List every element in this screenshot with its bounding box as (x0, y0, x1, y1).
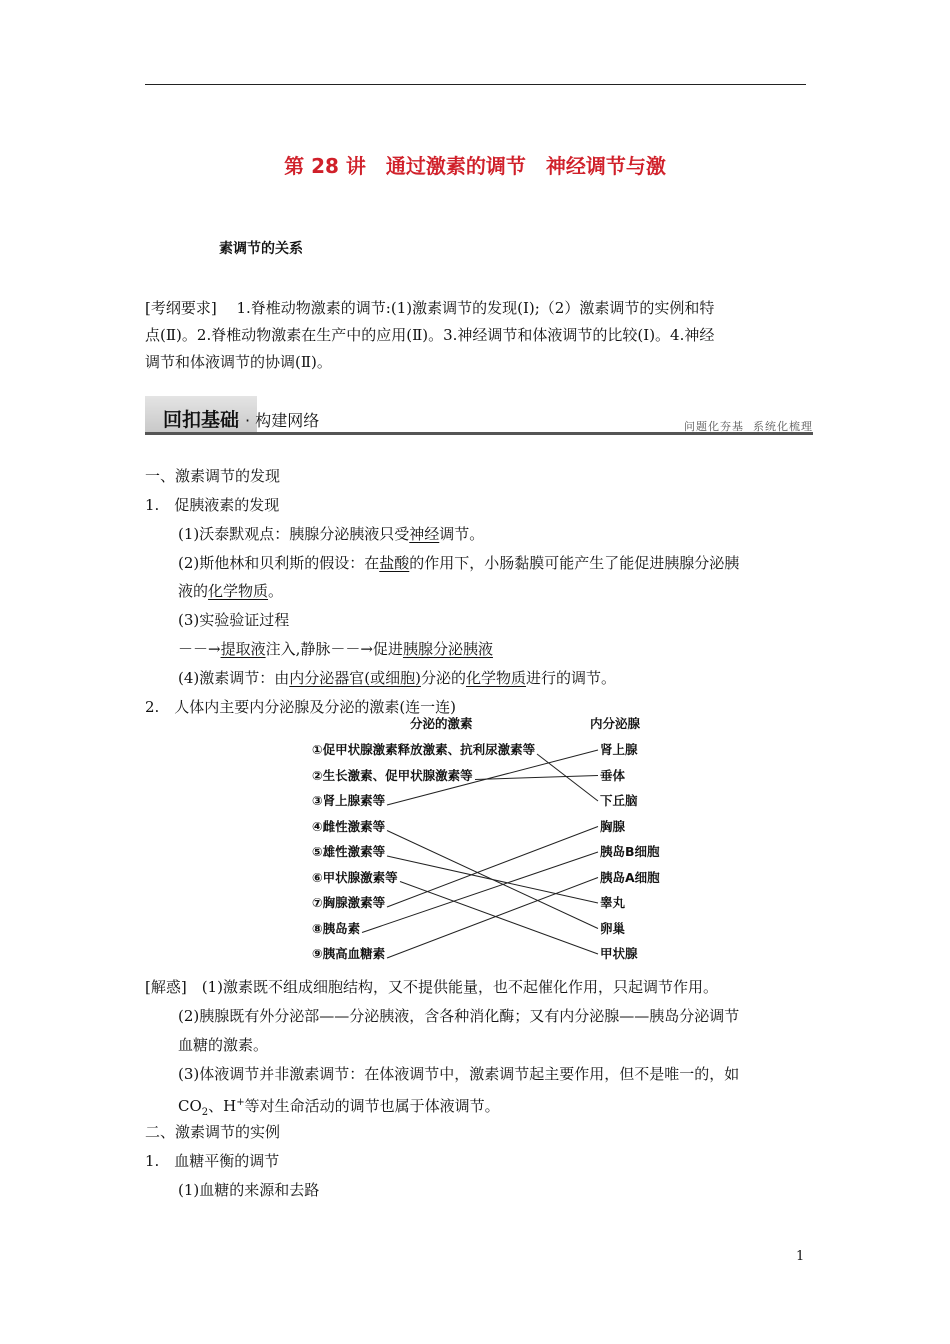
section-2-item-1: 1. 血糖平衡的调节 (145, 1152, 280, 1170)
item-1-heading: 1. 促胰液素的发现 (145, 496, 280, 514)
page-title: 第 28 讲 通过激素的调节 神经调节与激 (284, 154, 666, 178)
hormone-label: ⑦胸腺激素等 (312, 895, 386, 910)
explain-line-1: [解惑] (1)激素既不组成细胞结构，又不提供能量，也不起催化作用，只起调节作用。 (145, 978, 718, 996)
section-banner (145, 396, 813, 438)
gland-label: 胸腺 (600, 818, 626, 834)
explain-line-5: $CO_2$、H+等对生命活动的调节也属于体液调节。 (178, 1097, 500, 1118)
explain-line-3: 血糖的激素。 (178, 1036, 269, 1054)
page-number: 1 (796, 1249, 805, 1264)
paragraph-3: (3)实验验证过程 (178, 611, 290, 629)
right-column-header: 内分泌腺 (590, 716, 641, 731)
section-1-heading: 一、激素调节的发现 (145, 467, 281, 485)
gland-label: 甲状腺 (600, 946, 638, 961)
page-subtitle: 素调节的关系 (219, 241, 303, 257)
banner-title: 回扣基础 · 构建网络 (163, 409, 320, 431)
matching-diagram (300, 712, 680, 972)
experiment-flow: －－→提取液注入,静脉－－→促进胰腺分泌胰液 (178, 640, 493, 658)
match-line (400, 882, 598, 955)
match-line (362, 852, 598, 933)
match-line (387, 878, 598, 959)
hormone-label: ①促甲状腺激素释放激素、抗利尿激素等 (312, 742, 536, 757)
hormone-label: ⑧胰岛素 (312, 920, 361, 936)
hormone-label: ④雌性激素等 (312, 818, 386, 834)
paragraph-1: (1)沃泰默观点：胰腺分泌胰液只受神经调节。 (178, 525, 485, 543)
gland-label: 睾丸 (600, 895, 626, 910)
gland-label: 卵巢 (600, 920, 626, 936)
section-2-sub-1: (1)血糖的来源和去路 (178, 1181, 320, 1199)
gland-label: 下丘脑 (600, 793, 638, 808)
requirements-line-1: [考纲要求] 1.脊椎动物激素的调节:(1)激素调节的发现(Ⅰ);（2）激素调节的实例和特 (145, 299, 715, 317)
left-column-header: 分泌的激素 (410, 716, 473, 731)
hormone-label: ②生长激素、促甲状腺激素等 (312, 767, 473, 783)
explain-line-4: (3)体液调节并非激素调节：在体液调节中，激素调节起主要作用，但不是唯一的，如 (178, 1065, 740, 1083)
item-2-heading: 2. 人体内主要内分泌腺及分泌的激素(连一连) (145, 698, 457, 716)
hormone-label: ⑨胰高血糖素 (312, 946, 386, 961)
paragraph-2: (2)斯他林和贝利斯的假设：在盐酸的作用下，小肠黏膜可能产生了能促进胰腺分泌胰 (178, 554, 740, 572)
explain-line-2: (2)胰腺既有外分泌部——分泌胰液，含各种消化酶；又有内分泌腺——胰岛分泌调节 (178, 1007, 740, 1025)
requirements-line-3: 调节和体液调节的协调(Ⅱ)。 (145, 353, 332, 371)
header-rule (145, 84, 806, 85)
hormone-label: ⑤雄性激素等 (312, 844, 386, 859)
paragraph-2-continued: 液的化学物质。 (178, 582, 284, 600)
gland-label: 垂体 (600, 767, 626, 783)
match-line (387, 827, 598, 908)
section-2-heading: 二、激素调节的实例 (145, 1123, 281, 1141)
banner-tagline: 问题化夯基 系统化梳理 (684, 420, 813, 433)
paragraph-4: (4)激素调节：由内分泌器官(或细胞)分泌的化学物质进行的调节。 (178, 669, 617, 687)
gland-label: 胰岛A细胞 (600, 869, 660, 885)
gland-label: 胰岛B细胞 (600, 844, 660, 859)
hormone-label: ③肾上腺素等 (312, 793, 386, 808)
hormone-label: ⑥甲状腺激素等 (312, 869, 398, 885)
gland-label: 肾上腺 (600, 742, 638, 757)
banner-secondary: · 构建网络 (245, 411, 320, 430)
requirements-line-2: 点(Ⅱ)。2.脊椎动物激素在生产中的应用(Ⅱ)。3.神经调节和体液调节的比较(Ⅰ)。4.神经 (145, 326, 715, 344)
